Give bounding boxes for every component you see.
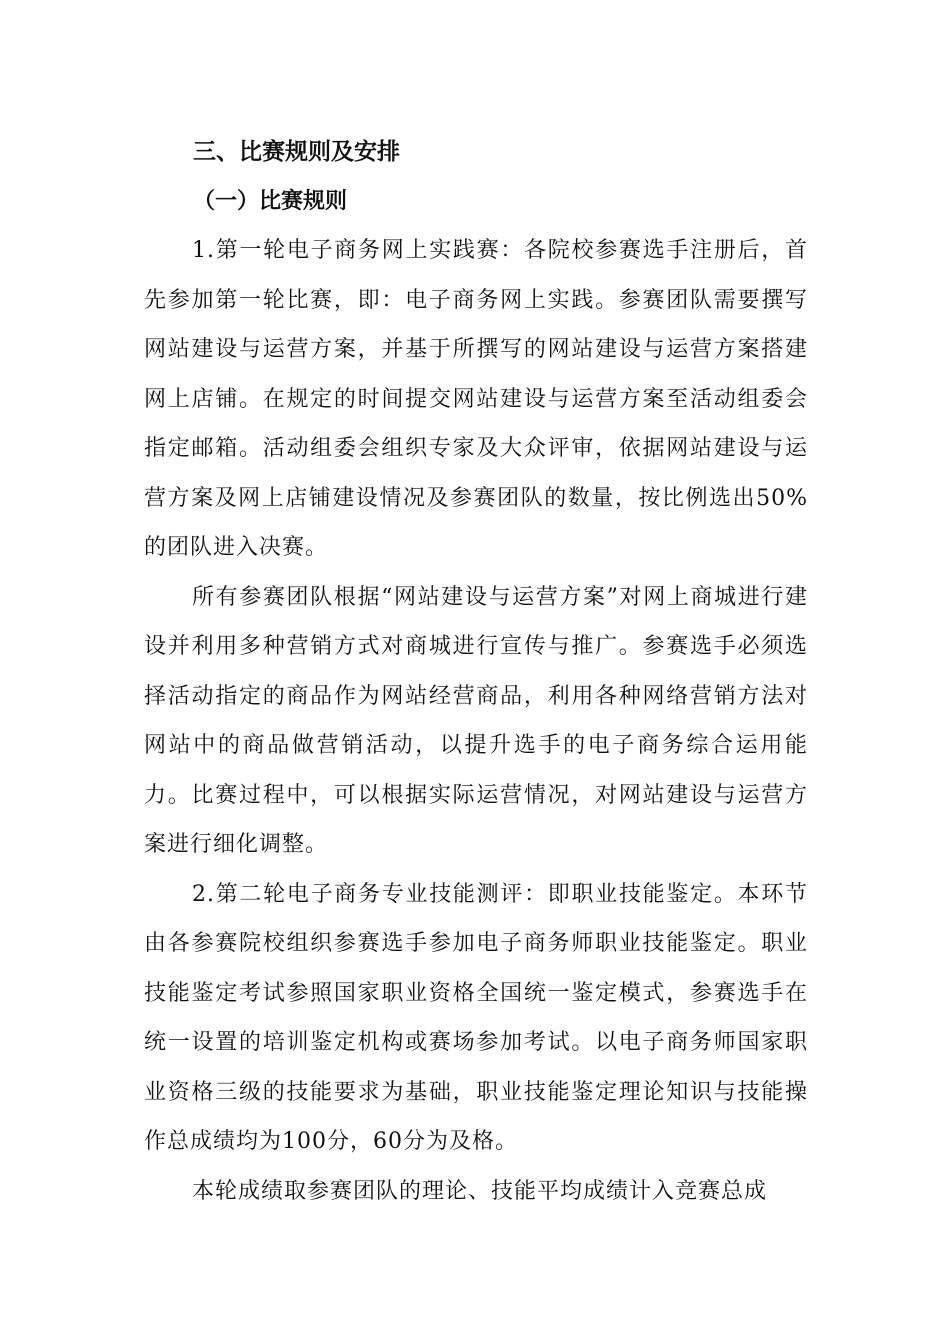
- paragraph-round-score: 本轮成绩取参赛团队的理论、技能平均成绩计入竞赛总成: [192, 1178, 768, 1204]
- paragraph-round-one: 1.第一轮电子商务网上实践赛：各院校参赛选手注册后，首先参加第一轮比赛，即：电子商务网上实践。参赛团队需要撰写网站建设与运营方案，并基于所撰写的网站建设与运营方案搭建网上店铺。在规定的时间提交网站建设与运营方案至活动组委会指定邮箱。活动组委会组织专家及大众评审，依据网站建设与运营方案及网上店铺建设情况及参赛团队的数量，按比例选出50%的团队进入决赛。: [144, 238, 808, 560]
- subsection-heading: （一）比赛规则: [193, 188, 348, 214]
- section-heading: 三、比赛规则及安排: [193, 139, 400, 165]
- paragraph-all-teams: 所有参赛团队根据“网站建设与运营方案”对网上商城进行建设并利用多种营销方式对商城进行宣传与推广。参赛选手必须选择活动指定的商品作为网站经营商品，利用各种网络营销方法对网站中的商品做营销活动，以提升选手的电子商务综合运用能力。比赛过程中，可以根据实际运营情况，对网站建设与运营方案进行细化调整。: [144, 584, 808, 857]
- paragraph-round-two: 2.第二轮电子商务专业技能测评：即职业技能鉴定。本环节由各参赛院校组织参赛选手参加电子商务师职业技能鉴定。职业技能鉴定考试参照国家职业资格全国统一鉴定模式，参赛选手在统一设置的培训鉴定机构或赛场参加考试。以电子商务师国家职业资格三级的技能要求为基础，职业技能鉴定理论知识与技能操作总成绩均为100分，60分为及格。: [144, 881, 808, 1154]
- body-text: [144, 226, 808, 1216]
